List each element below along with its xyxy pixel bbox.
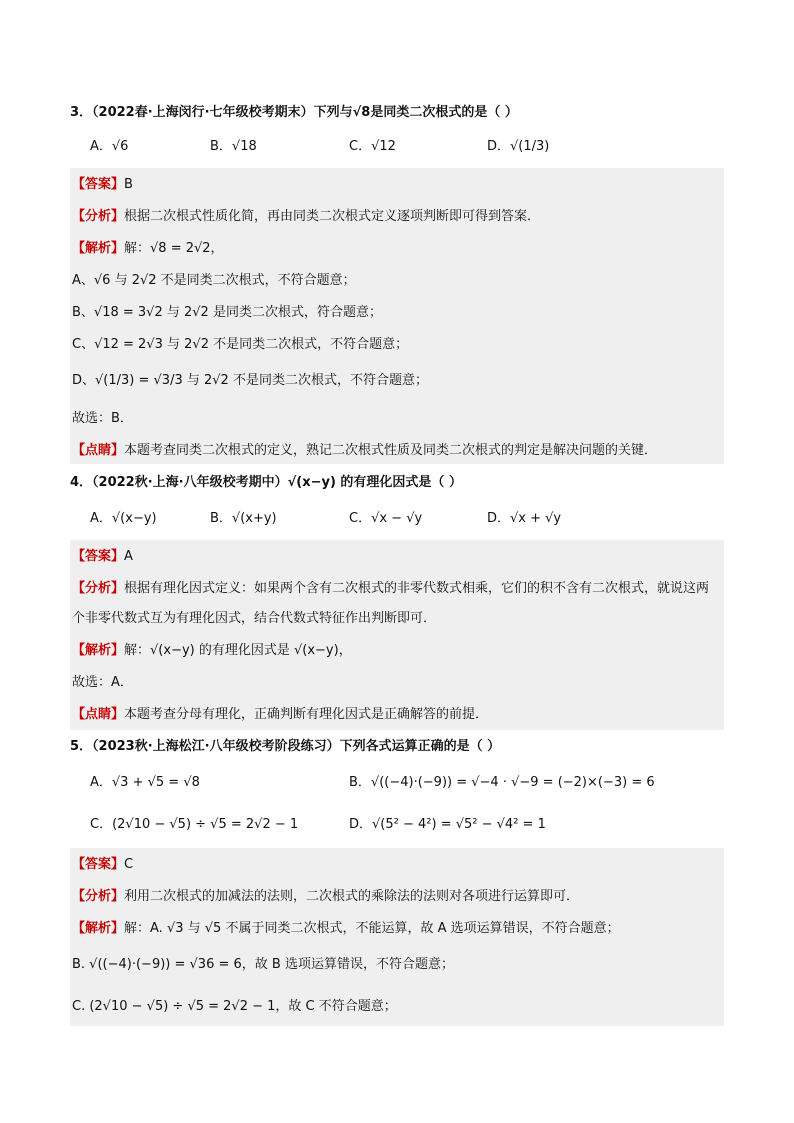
q3-solution-c: C、√12 = 2√3 与 2√2 不是同类二次根式，不符合题意； xyxy=(72,337,409,352)
q4-choice: 故选：A． xyxy=(72,675,133,690)
q4-option-a: A．√(x−y) xyxy=(90,511,157,526)
q5-solution-c: C. (2√10 − √5) ÷ √5 = 2√2 − 1，故 C 不符合题意； xyxy=(72,999,397,1014)
question-5-options-row2 xyxy=(70,812,724,838)
q4-answer: A xyxy=(124,549,133,564)
q5-solution-b: B. √((−4)·(−9)) = √36 = 6，故 B 选项运算错误，不符合题意； xyxy=(72,957,454,972)
question-5-stem xyxy=(70,738,724,756)
q4-solution-box xyxy=(70,540,724,730)
question-5-options-row1 xyxy=(70,770,724,796)
q4-option-d: D．√x + √y xyxy=(487,511,562,526)
q5-option-a: A．√3 + √5 = √8 xyxy=(90,775,200,790)
q4-comment-line: 【点睛】本题考查分母有理化，正确判断有理化因式是正确解答的前提． xyxy=(72,707,489,722)
question-3-options xyxy=(70,134,724,160)
question-4-stem xyxy=(70,474,724,492)
q5-analysis-line: 【分析】利用二次根式的加减法的法则，二次根式的乘除法的法则对各项进行运算即可． xyxy=(72,889,580,904)
q3-solution-d: D、√(1/3) = √3/3 与 2√2 不是同类二次根式，不符合题意； xyxy=(72,373,428,388)
q4-stem-text: 4．（2022秋·上海·八年级校考期中）√(x−y) 的有理化因式是（ ） xyxy=(70,475,462,490)
question-3-stem xyxy=(70,104,724,122)
q3-solution-box xyxy=(70,168,724,464)
q4-solution-line: 【解析】解：√(x−y) 的有理化因式是 √(x−y)， xyxy=(72,643,352,658)
q4-answer-line: 【答案】A xyxy=(72,549,133,564)
q3-option-b: B．√18 xyxy=(210,139,257,154)
q3-option-a: A．√6 xyxy=(90,139,129,154)
q5-option-d: D．√(5² − 4²) = √5² − √4² = 1 xyxy=(349,817,546,832)
q5-solution-box xyxy=(70,848,724,1026)
q3-analysis-line: 【分析】根据二次根式性质化简，再由同类二次根式定义逐项判断即可得到答案． xyxy=(72,209,541,224)
q4-option-b: B．√(x+y) xyxy=(210,511,277,526)
q5-solution-a: 【解析】解：A. √3 与 √5 不属于同类二次根式，不能运算，故 A 选项运算错误，不符合题意； xyxy=(72,921,620,936)
q3-solution-a: A、√6 与 2√2 不是同类二次根式，不符合题意； xyxy=(72,273,356,288)
q4-option-c: C．√x − √y xyxy=(349,511,423,526)
q3-option-c: C．√12 xyxy=(349,139,396,154)
question-4-options xyxy=(70,506,724,532)
q3-answer-line: 【答案】B xyxy=(72,177,133,192)
q5-answer: C xyxy=(124,857,134,872)
q3-comment-line: 【点睛】本题考查同类二次根式的定义，熟记二次根式性质及同类二次根式的判定是解决问题的关键． xyxy=(72,443,658,458)
q3-choice: 故选：B． xyxy=(72,411,133,426)
q3-solution-b: B、√18 = 3√2 与 2√2 是同类二次根式，符合题意； xyxy=(72,305,382,320)
q4-analysis-line: 【分析】根据有理化因式定义：如果两个含有二次根式的非零代数式相乘，它们的积不含有二次根式，就说这两个非零代数式互为有理化因式，结合代数式特征作出判断即可． xyxy=(72,581,710,626)
q5-answer-line: 【答案】C xyxy=(72,857,134,872)
q3-stem-text: 3．（2022春·上海闵行·七年级校考期末）下列与√8是同类二次根式的是（ ） xyxy=(70,105,518,120)
q5-stem-text: 5．（2023秋·上海松江·八年级校考阶段练习）下列各式运算正确的是（ ） xyxy=(70,739,501,754)
q3-solution-intro: 【解析】解：√8 = 2√2， xyxy=(72,241,224,256)
q3-option-d: D．√(1/3) xyxy=(487,139,550,154)
q5-option-b: B．√((−4)·(−9)) = √−4 · √−9 = (−2)×(−3) = 6 xyxy=(349,775,655,790)
q5-option-c: C．(2√10 − √5) ÷ √5 = 2√2 − 1 xyxy=(90,817,299,832)
q3-answer: B xyxy=(124,177,133,192)
